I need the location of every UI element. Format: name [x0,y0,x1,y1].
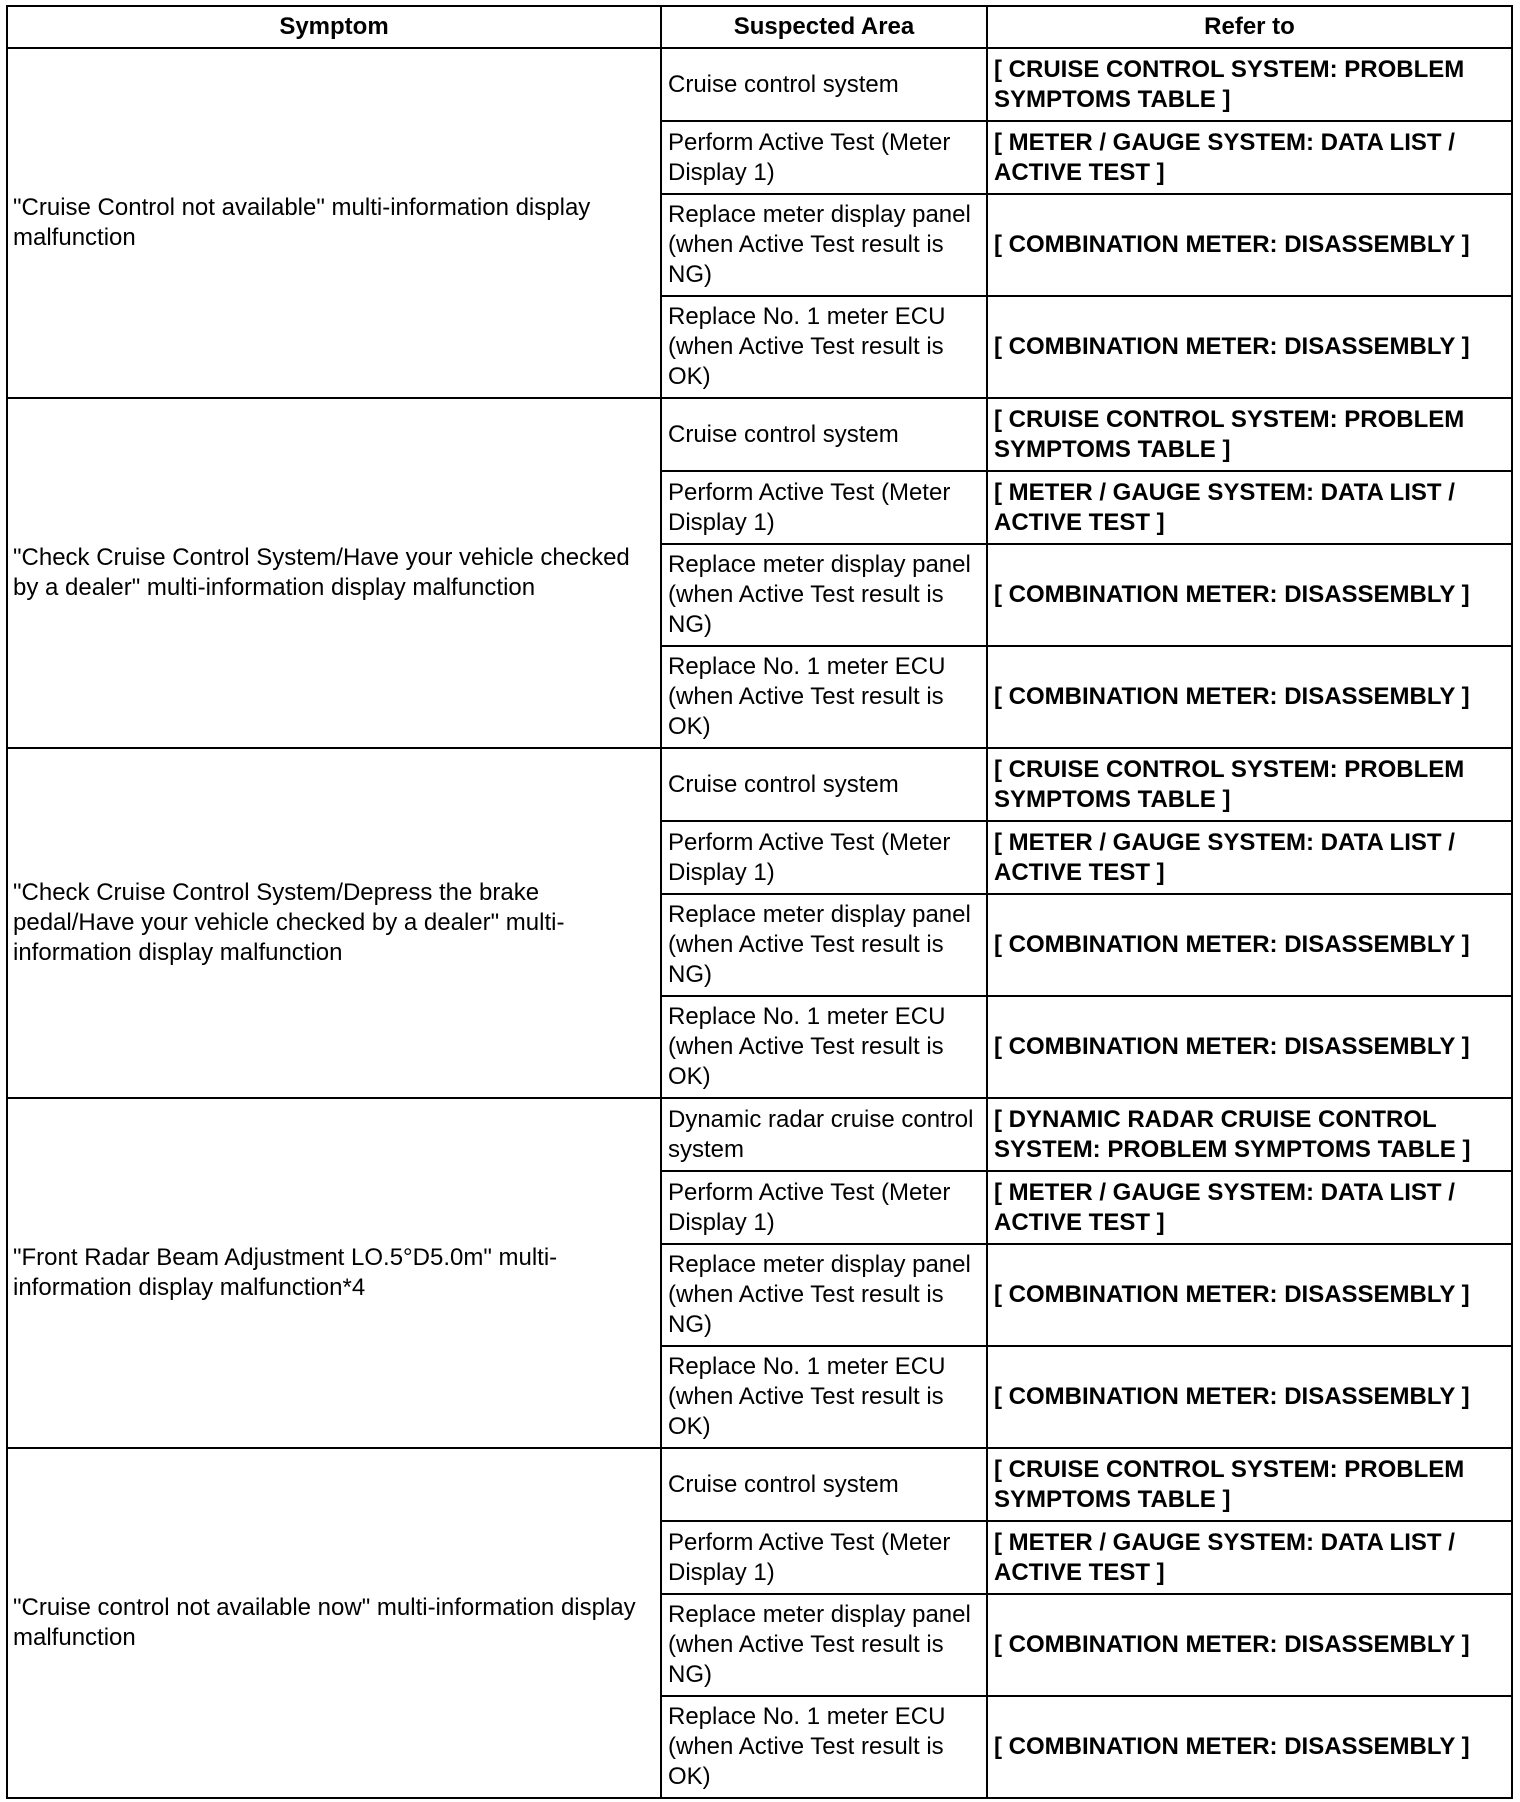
symptom-cell: "Front Radar Beam Adjustment LO.5°D5.0m" multi-information display malfunction*4 [7,1098,661,1448]
refer-to-link[interactable]: [ METER / GAUGE SYSTEM: DATA LIST / ACTIVE TEST ] [987,821,1512,894]
suspected-area-cell: Replace No. 1 meter ECU (when Active Test result is OK) [661,1696,987,1798]
problem-symptoms-table-container [6,5,1511,1799]
refer-to-link[interactable]: [ CRUISE CONTROL SYSTEM: PROBLEM SYMPTOMS TABLE ] [987,1448,1512,1521]
refer-to-link[interactable]: [ COMBINATION METER: DISASSEMBLY ] [987,1244,1512,1346]
refer-to-link[interactable]: [ COMBINATION METER: DISASSEMBLY ] [987,1696,1512,1798]
refer-to-link[interactable]: [ METER / GAUGE SYSTEM: DATA LIST / ACTIVE TEST ] [987,1521,1512,1594]
symptom-cell: "Check Cruise Control System/Have your vehicle checked by a dealer" multi-information display malfunction [7,398,661,748]
refer-to-link[interactable]: [ COMBINATION METER: DISASSEMBLY ] [987,296,1512,398]
suspected-area-cell: Cruise control system [661,48,987,121]
symptom-cell: "Check Cruise Control System/Depress the brake pedal/Have your vehicle checked by a dealer" multi-information display malfunction [7,748,661,1098]
suspected-area-cell: Replace meter display panel (when Active Test result is NG) [661,894,987,996]
refer-to-link[interactable]: [ METER / GAUGE SYSTEM: DATA LIST / ACTIVE TEST ] [987,471,1512,544]
refer-to-link[interactable]: [ CRUISE CONTROL SYSTEM: PROBLEM SYMPTOMS TABLE ] [987,398,1512,471]
suspected-area-cell: Replace No. 1 meter ECU (when Active Test result is OK) [661,1346,987,1448]
suspected-area-cell: Perform Active Test (Meter Display 1) [661,1171,987,1244]
table-row [7,1448,1512,1521]
suspected-area-cell: Replace meter display panel (when Active Test result is NG) [661,544,987,646]
suspected-area-column-header: Suspected Area [661,6,987,48]
suspected-area-cell: Cruise control system [661,1448,987,1521]
suspected-area-cell: Perform Active Test (Meter Display 1) [661,1521,987,1594]
refer-to-link[interactable]: [ COMBINATION METER: DISASSEMBLY ] [987,894,1512,996]
refer-to-link[interactable]: [ METER / GAUGE SYSTEM: DATA LIST / ACTIVE TEST ] [987,1171,1512,1244]
table-row [7,398,1512,471]
refer-to-link[interactable]: [ COMBINATION METER: DISASSEMBLY ] [987,544,1512,646]
refer-to-link[interactable]: [ CRUISE CONTROL SYSTEM: PROBLEM SYMPTOMS TABLE ] [987,748,1512,821]
suspected-area-cell: Dynamic radar cruise control system [661,1098,987,1171]
refer-to-link[interactable]: [ METER / GAUGE SYSTEM: DATA LIST / ACTIVE TEST ] [987,121,1512,194]
problem-symptoms-table [6,5,1513,1799]
refer-to-link[interactable]: [ CRUISE CONTROL SYSTEM: PROBLEM SYMPTOMS TABLE ] [987,48,1512,121]
suspected-area-cell: Replace meter display panel (when Active Test result is NG) [661,1244,987,1346]
suspected-area-cell: Perform Active Test (Meter Display 1) [661,471,987,544]
suspected-area-cell: Replace No. 1 meter ECU (when Active Test result is OK) [661,996,987,1098]
suspected-area-cell: Perform Active Test (Meter Display 1) [661,821,987,894]
symptom-cell: "Cruise control not available now" multi-information display malfunction [7,1448,661,1798]
table-row [7,48,1512,121]
table-row [7,1098,1512,1171]
refer-to-column-header: Refer to [987,6,1512,48]
refer-to-link[interactable]: [ DYNAMIC RADAR CRUISE CONTROL SYSTEM: PROBLEM SYMPTOMS TABLE ] [987,1098,1512,1171]
symptom-cell: "Cruise Control not available" multi-information display malfunction [7,48,661,398]
refer-to-link[interactable]: [ COMBINATION METER: DISASSEMBLY ] [987,1594,1512,1696]
suspected-area-cell: Replace meter display panel (when Active Test result is NG) [661,1594,987,1696]
refer-to-link[interactable]: [ COMBINATION METER: DISASSEMBLY ] [987,194,1512,296]
refer-to-link[interactable]: [ COMBINATION METER: DISASSEMBLY ] [987,996,1512,1098]
suspected-area-cell: Cruise control system [661,398,987,471]
suspected-area-cell: Replace No. 1 meter ECU (when Active Test result is OK) [661,646,987,748]
refer-to-link[interactable]: [ COMBINATION METER: DISASSEMBLY ] [987,1346,1512,1448]
suspected-area-cell: Perform Active Test (Meter Display 1) [661,121,987,194]
symptom-column-header: Symptom [7,6,661,48]
suspected-area-cell: Cruise control system [661,748,987,821]
refer-to-link[interactable]: [ COMBINATION METER: DISASSEMBLY ] [987,646,1512,748]
suspected-area-cell: Replace meter display panel (when Active Test result is NG) [661,194,987,296]
table-header-row [7,6,1512,48]
suspected-area-cell: Replace No. 1 meter ECU (when Active Test result is OK) [661,296,987,398]
table-row [7,748,1512,821]
